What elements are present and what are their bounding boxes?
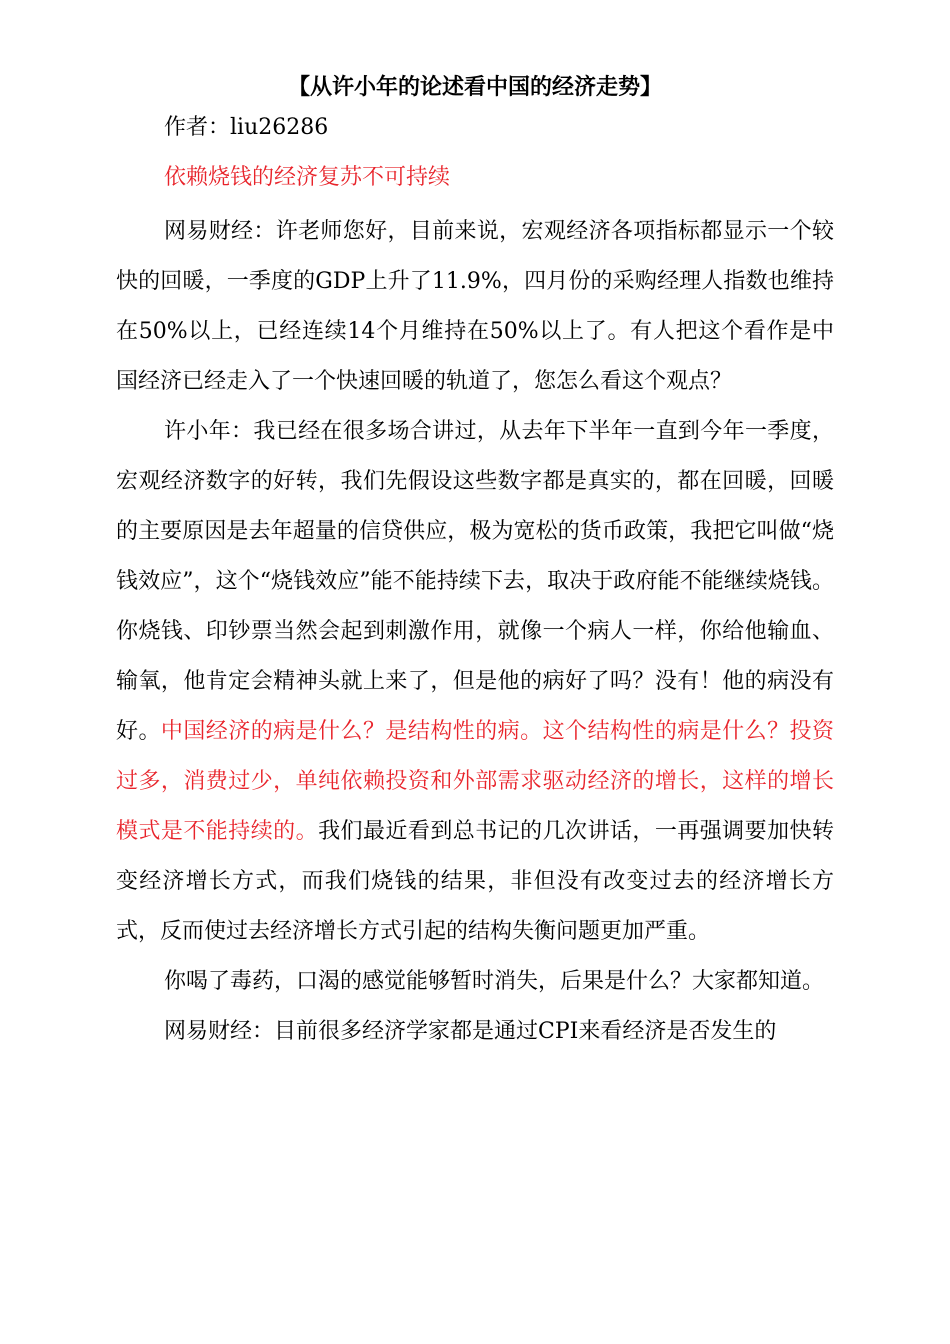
paragraph-1: 网易财经：许老师您好，目前来说，宏观经济各项指标都显示一个较快的回暖，一季度的GDP上升了11.9%，四月份的采购经理人指数也维持在50%以上，已经连续14个月维持在50%以上了。有人把这个看作是中国经济已经走入了一个快速回暖的轨道了，您怎么看这个观点？ [116,219,834,394]
highlighted-text: 中国经济的病是什么？是结构性的病。这个结构性的病是什么？投资过多，消费过少，单纯依赖投资和外部需求驱动经济的增长，这样的增长模式是不能持续的。 [116,719,834,844]
paragraph-2-text: 许小年：我已经在很多场合讲过，从去年下半年一直到今年一季度，宏观经济数字的好转，我们先假设这些数字都是真实的，都在回暖，回暖的主要原因是去年超量的信贷供应，极为宽松的货币政策，我把它叫做“烧钱效应”，这个“烧钱效应”能不能持续下去，取决于政府能不能继续烧钱。你烧钱、印钞票当然会起到刺激作用，就像一个病人一样，你给他输血、输氧，他肯定会精神头就上来了，但是他的病好了吗？没有！他的病没有好。 [116,419,834,744]
paragraph-4: 网易财经：目前很多经济学家都是通过CPI来看经济是否发生的 [164,1019,777,1044]
article-body [116,207,834,1057]
paragraph-2-text-end: 我们最近看到总书记的几次讲话，一再强调要加快转变经济增长方式，而我们烧钱的结果，非但没有改变过去的经济增长方式，反而使过去经济增长方式引起的结构失衡问题更加严重。 [116,819,834,944]
paragraph-3: 你喝了毒药，口渴的感觉能够暂时消失，后果是什么？大家都知道。 [164,969,825,994]
document-title: 【从许小年的论述看中国的经济走势】 [287,75,662,100]
author-line: 作者：liu26286 [164,115,329,140]
paragraph-2 [116,407,834,957]
subheading: 依赖烧钱的经济复苏不可持续 [164,165,451,190]
